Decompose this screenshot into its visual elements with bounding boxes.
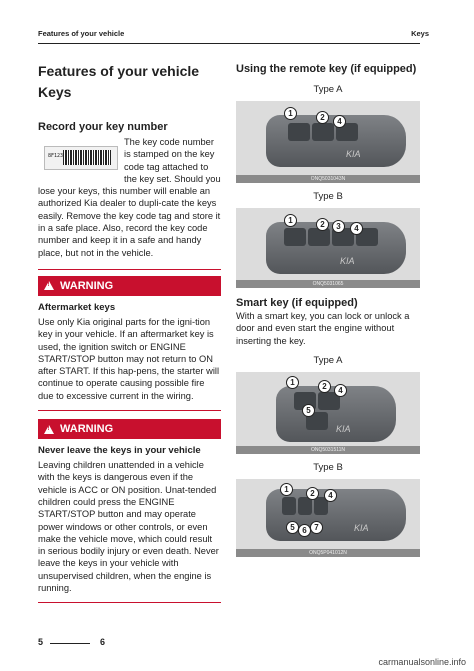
key-button [282,497,296,515]
callout-number: 3 [332,220,345,233]
callout-number: 7 [310,521,323,534]
footer-rule [50,643,90,644]
callout-number: 5 [302,404,315,417]
warning-triangle-icon: ! [44,425,54,434]
callout-number: 2 [318,380,331,393]
key-button [308,228,330,246]
warning-label: WARNING [60,423,114,436]
key-button [312,123,334,141]
warning-banner [38,276,221,296]
callout-number: 2 [306,487,319,500]
callout-number: 4 [333,115,346,128]
key-button [288,123,310,141]
header-topic: Keys [411,29,429,38]
key-button [284,228,306,246]
header-section-title: Features of your vehicle [38,29,125,38]
page-number: 6 [100,637,106,647]
callout-number: 1 [284,107,297,120]
kia-logo: KIA [336,423,351,434]
page-header [0,0,474,50]
callout-number: 4 [350,222,363,235]
warning-heading: Aftermarket keys [38,301,116,313]
remote-type-b-label: Type B [313,191,343,202]
key-tag-code: 8F123 [48,153,64,159]
warning-text: Use only Kia original parts for the igni-tion key in your vehicle. If an aftermarket key is used, the ignition switch or ENGINE START/STOP button may not return to ON after START. If this hap-pens, the starter will continue to operate causing possible fire due to excessive current in the wiring. [38,316,220,401]
remote-type-a-label: Type A [313,84,343,95]
callout-number: 2 [316,218,329,231]
section-title: Features of your vehicle [38,63,200,79]
image-caption: ONQ5031043N [236,175,420,183]
image-caption: ONQ5031511N [236,446,420,454]
left-column [38,62,221,603]
callout-number: 1 [284,214,297,227]
warning-divider [38,602,221,603]
warning-box-aftermarket [38,269,221,411]
kia-logo: KIA [346,149,361,159]
warning-divider [38,269,221,270]
warning-divider [38,410,221,411]
callout-number: 2 [316,111,329,124]
callout-number: 4 [334,384,347,397]
remote-key-type-a-image [236,101,420,183]
record-key-heading: Record your key number [38,121,168,133]
section-subtitle: Keys [38,84,72,100]
record-key-text: The key code number is stamped on the key code tag attached to the key set. Should you lose your keys, this number will enable an authorized Kia dealer to dupli-cate the keys easily. Remove the key code tag and store it in a safe place. Also, record the key code number and keep it in a safe and handy place, but not in the vehicle. [38,137,221,258]
right-column [236,62,420,557]
callout-number: 6 [298,524,311,537]
callout-number: 4 [324,489,337,502]
smart-type-a-label: Type A [313,354,343,366]
remote-key-heading: Using the remote key (if equipped) [236,63,417,75]
callout-number: 5 [286,521,299,534]
warning-triangle-icon: ! [44,281,54,290]
warning-heading: Never leave the keys in your vehicle [38,445,201,457]
kia-logo: KIA [354,522,369,533]
header-rule [38,43,420,44]
barcode-icon [63,150,111,165]
warning-text: Leaving children unattended in a vehicle with the keys is dangerous even if the vehicle is ACC or ON position. Unat-tended children could press the ENGINE START/STOP button and may operate power windows or other controls, or even make the vehicle move, which could result in serious bodily injury or even death. Never leave the keys in your vehicle with unsupervised children, when the engine is running. [38,460,219,594]
smart-key-heading: Smart key (if equipped) [236,297,358,309]
image-caption: ONQ5031065 [236,280,420,288]
callout-number: 1 [280,483,293,496]
warning-banner [38,419,221,439]
warning-box-keys-in-vehicle [38,419,221,603]
remote-key-type-b-image [236,208,420,288]
smart-type-b-label: Type B [313,461,343,473]
smart-key-type-a-image [236,372,420,454]
smart-key-text: With a smart key, you can lock or unlock a door and even start the engine without inserting the key. [236,311,410,346]
kia-logo: KIA [340,256,355,266]
watermark: carmanualsonline.info [378,657,466,667]
smart-key-type-b-image [236,479,420,557]
callout-number: 1 [286,376,299,389]
section-number: 5 [38,637,44,647]
warning-label: WARNING [60,279,114,292]
image-caption: ONQ5P041012N [236,549,420,557]
key-code-tag-image [44,146,118,170]
